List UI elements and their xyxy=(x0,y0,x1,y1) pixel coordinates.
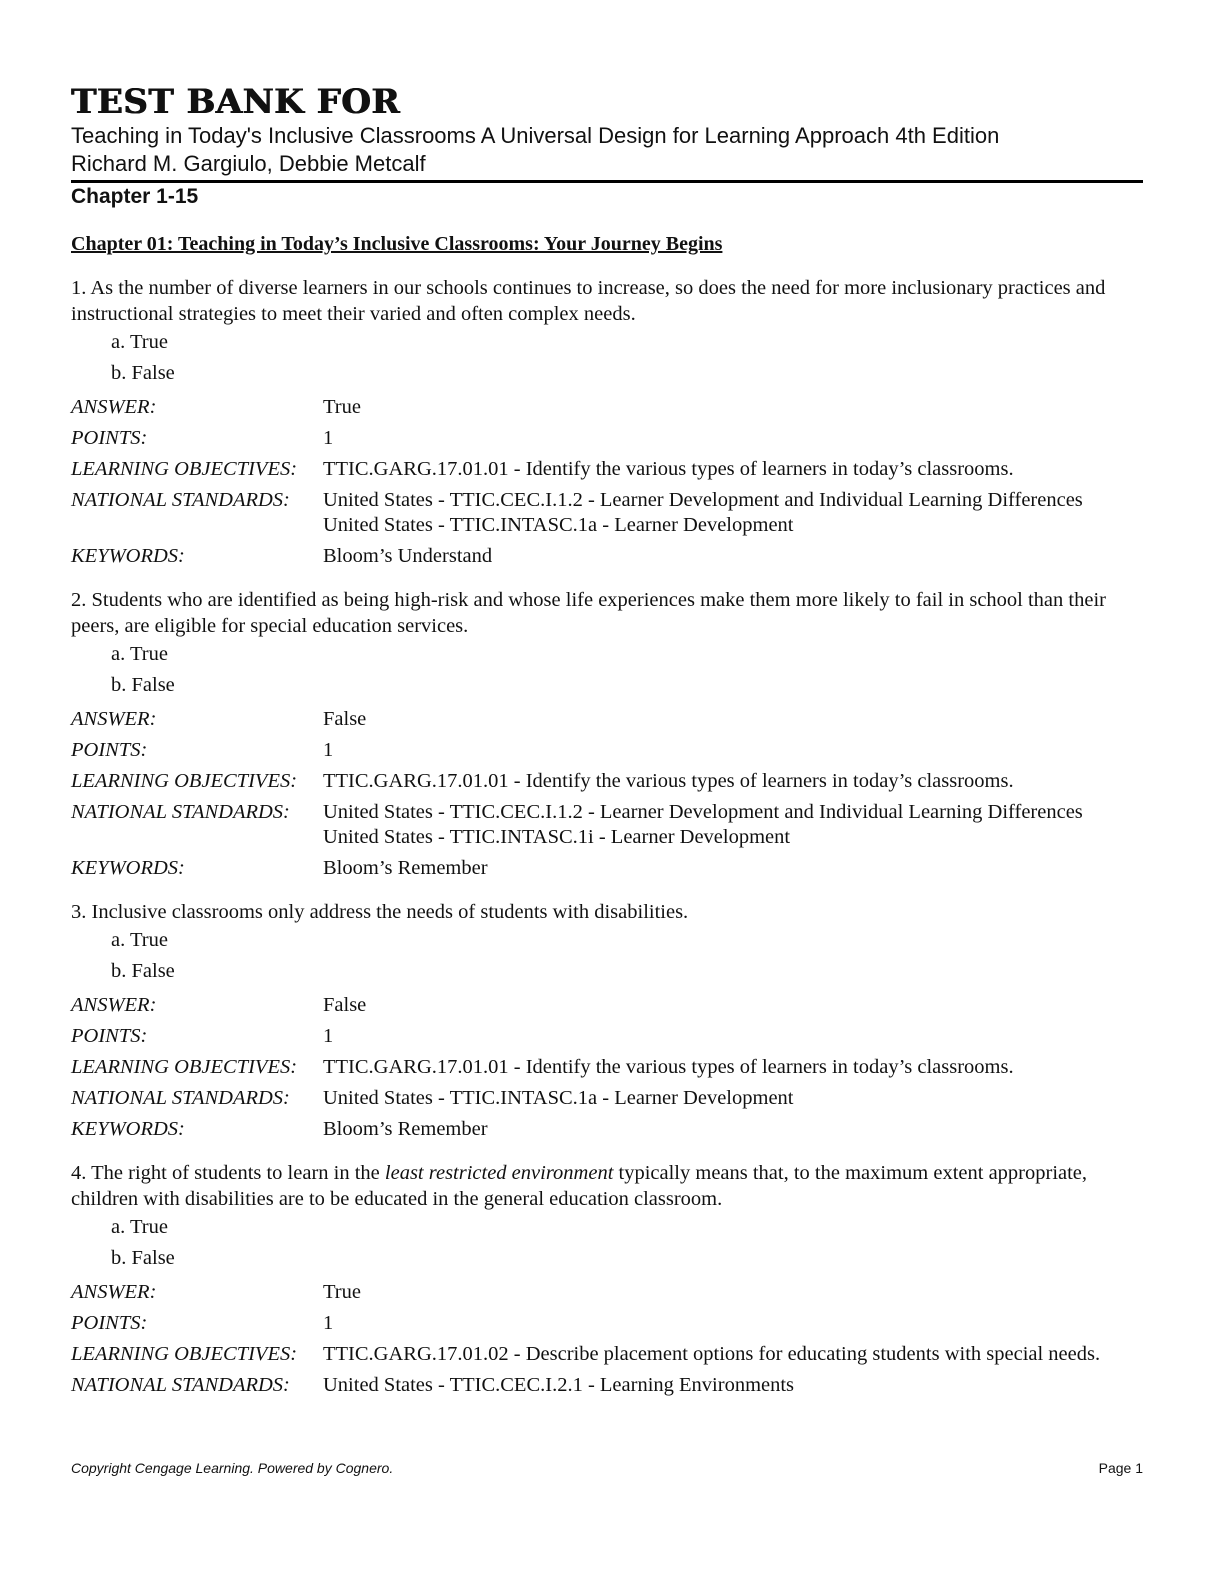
document-page xyxy=(71,82,1143,1398)
copyright-notice: Copyright Cengage Learning. Powered by Cognero. xyxy=(71,1460,394,1476)
keywords-value: Bloom’s Understand xyxy=(323,545,493,567)
answer-label: ANSWER: xyxy=(71,396,157,418)
keywords-label: KEYWORDS: xyxy=(71,1118,185,1140)
points-row xyxy=(71,1024,1143,1049)
objectives-label: LEARNING OBJECTIVES: xyxy=(71,1056,298,1078)
standard-value: United States - TTIC.INTASC.1a - Learner Development xyxy=(323,1087,794,1109)
standard-value: United States - TTIC.CEC.I.2.1 - Learning Environments xyxy=(323,1374,795,1396)
standards-row xyxy=(71,800,1143,850)
option-true: a. True xyxy=(111,929,168,951)
option-false: b. False xyxy=(111,1247,175,1269)
points-value: 1 xyxy=(323,1312,334,1334)
option-true: a. True xyxy=(111,643,168,665)
question-1 xyxy=(71,275,1143,569)
standard-value: United States - TTIC.CEC.I.1.2 - Learner Development and Individual Learning Differences xyxy=(323,489,1083,511)
points-value: 1 xyxy=(323,427,334,449)
answer-label: ANSWER: xyxy=(71,994,157,1016)
answer-row xyxy=(71,395,1143,420)
answer-value: False xyxy=(323,994,367,1016)
question-text-emphasis: least restricted environment xyxy=(384,1162,614,1184)
objectives-value: TTIC.GARG.17.01.01 - Identify the various types of learners in today’s classrooms. xyxy=(323,770,1014,792)
keywords-value: Bloom’s Remember xyxy=(323,1118,488,1140)
points-row xyxy=(71,1311,1143,1336)
standards-label: NATIONAL STANDARDS: xyxy=(71,1087,290,1109)
page-title: TEST BANK FOR xyxy=(71,82,401,122)
question-3 xyxy=(71,899,1143,1142)
standard-value: United States - TTIC.INTASC.1a - Learner Development xyxy=(323,514,794,536)
objectives-value: TTIC.GARG.17.01.01 - Identify the various types of learners in today’s classrooms. xyxy=(323,458,1014,480)
answer-value: True xyxy=(323,396,361,418)
question-text xyxy=(71,1160,1143,1212)
standards-label: NATIONAL STANDARDS: xyxy=(71,489,290,511)
objectives-row xyxy=(71,1055,1143,1080)
points-label: POINTS: xyxy=(71,1025,148,1047)
keywords-row xyxy=(71,1117,1143,1142)
question-text-end: typically means that, to the maximum extent appropriate, children with disabilities are to be educated in the general education classroom. xyxy=(71,1162,1088,1210)
standards-label: NATIONAL STANDARDS: xyxy=(71,1374,290,1396)
question-text-start: 4. The right of students to learn in the xyxy=(71,1162,385,1184)
book-title: Teaching in Today's Inclusive Classrooms A Universal Design for Learning Approach 4th Edition xyxy=(71,123,1000,148)
points-value: 1 xyxy=(323,1025,334,1047)
objectives-label: LEARNING OBJECTIVES: xyxy=(71,770,298,792)
objectives-label: LEARNING OBJECTIVES: xyxy=(71,1343,298,1365)
question-4 xyxy=(71,1160,1143,1398)
keywords-label: KEYWORDS: xyxy=(71,545,185,567)
answer-row xyxy=(71,707,1143,732)
answer-value: True xyxy=(323,1281,361,1303)
answer-label: ANSWER: xyxy=(71,708,157,730)
standard-value: United States - TTIC.INTASC.1i - Learner Development xyxy=(323,826,791,848)
question-text: 1. As the number of diverse learners in our schools continues to increase, so does the need for more inclusionary practices and instructional strategies to meet their varied and often complex needs. xyxy=(71,277,1106,325)
page-number: Page 1 xyxy=(1098,1460,1143,1476)
standard-value: United States - TTIC.CEC.I.1.2 - Learner Development and Individual Learning Differences xyxy=(323,801,1083,823)
page-footer xyxy=(71,1460,1143,1476)
answer-label: ANSWER: xyxy=(71,1281,157,1303)
option-false: b. False xyxy=(111,674,175,696)
points-label: POINTS: xyxy=(71,1312,148,1334)
question-text: 2. Students who are identified as being high-risk and whose life experiences make them more likely to fail in school than their peers, are eligible for special education services. xyxy=(71,589,1106,637)
answer-row xyxy=(71,993,1143,1018)
standards-row xyxy=(71,1086,1143,1111)
points-label: POINTS: xyxy=(71,427,148,449)
keywords-value: Bloom’s Remember xyxy=(323,857,488,879)
standards-row xyxy=(71,488,1143,538)
question-text: 3. Inclusive classrooms only address the needs of students with disabilities. xyxy=(71,901,689,923)
points-label: POINTS: xyxy=(71,739,148,761)
option-false: b. False xyxy=(111,362,175,384)
objectives-value: TTIC.GARG.17.01.02 - Describe placement options for educating students with special needs. xyxy=(323,1343,1101,1365)
chapter-heading: Chapter 01: Teaching in Today’s Inclusive Classrooms: Your Journey Begins xyxy=(71,233,723,255)
objectives-row xyxy=(71,769,1143,794)
keywords-row xyxy=(71,856,1143,881)
option-true: a. True xyxy=(111,1216,168,1238)
question-2 xyxy=(71,587,1143,881)
keywords-row xyxy=(71,544,1143,569)
points-row xyxy=(71,426,1143,451)
objectives-value: TTIC.GARG.17.01.01 - Identify the various types of learners in today’s classrooms. xyxy=(323,1056,1014,1078)
option-true: a. True xyxy=(111,331,168,353)
answer-row xyxy=(71,1280,1143,1305)
option-false: b. False xyxy=(111,960,175,982)
standards-row xyxy=(71,1373,1143,1398)
answer-value: False xyxy=(323,708,367,730)
chapter-range: Chapter 1-15 xyxy=(71,185,199,208)
authors: Richard M. Gargiulo, Debbie Metcalf xyxy=(71,151,426,176)
keywords-label: KEYWORDS: xyxy=(71,857,185,879)
objectives-row xyxy=(71,1342,1143,1367)
objectives-row xyxy=(71,457,1143,482)
objectives-label: LEARNING OBJECTIVES: xyxy=(71,458,298,480)
points-row xyxy=(71,738,1143,763)
standards-label: NATIONAL STANDARDS: xyxy=(71,801,290,823)
points-value: 1 xyxy=(323,739,334,761)
